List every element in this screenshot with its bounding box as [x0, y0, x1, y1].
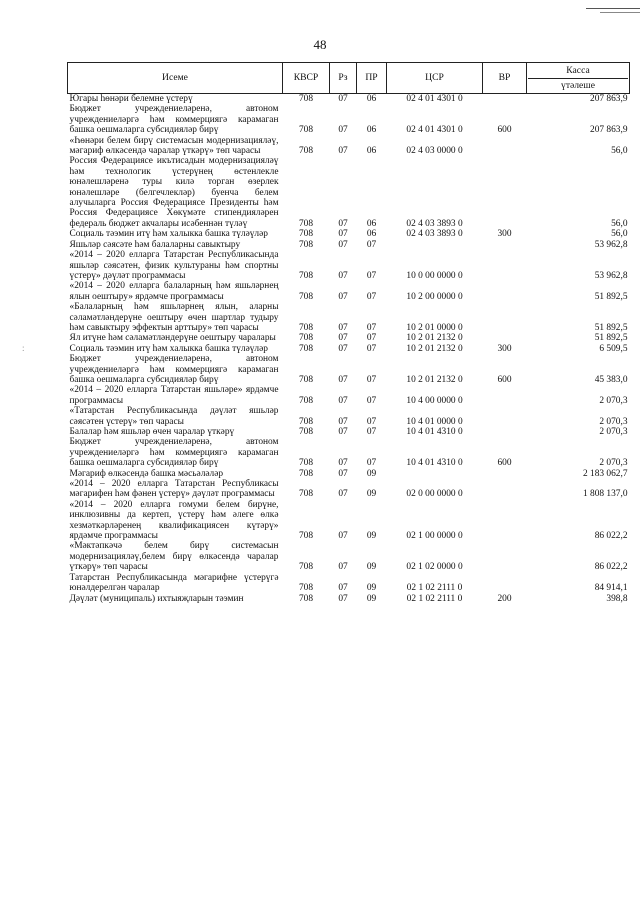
cell-amount: 56,0 — [611, 229, 628, 240]
cell-kvsr: 708 — [298, 583, 314, 594]
cell-csr: 02 4 03 3893 0 — [406, 218, 463, 229]
cell-kvsr: 708 — [298, 270, 314, 281]
cell-name: Социаль тәэмин итү һәм халыкка башка түләүләр — [69, 343, 268, 354]
cell-rz: 07 — [338, 427, 348, 437]
cell-name: Балалар һәм яшьләр өчен чаралар үткәрү — [69, 427, 235, 437]
cell-pr: 07 — [366, 416, 377, 427]
cell-name: «Балаларның һәм яшьләрнең ялын, аларны сәламәтләндерүне оештыру өчен шартлар тудыру һәм савыктыру эффектын арттыру» төп чарасы — [69, 302, 279, 333]
cell-rz: 07 — [338, 562, 348, 573]
cell-name: «Татарстан Республикасында дәүләт яшьләр сәясәтен үстерү» төп чарасы — [69, 406, 279, 427]
header-kassa-line2: үтәлеше — [528, 78, 628, 91]
cell-csr: 02 0 00 0000 0 — [406, 489, 463, 500]
cell-amount: 56,0 — [611, 146, 628, 157]
cell-csr: 10 2 01 2132 0 — [406, 333, 463, 344]
cell-name: Дәүләт (муниципаль) ихтыяҗларын тәэмин — [69, 593, 244, 604]
cell-rz: 07 — [338, 593, 348, 604]
cell-csr: 02 4 03 3893 0 — [406, 229, 463, 240]
cell-pr: 06 — [366, 229, 377, 240]
table-row — [68, 406, 630, 427]
cell-amount: 53 962,8 — [594, 239, 628, 250]
cell-vr: 200 — [497, 593, 512, 604]
cell-kvsr: 708 — [298, 562, 314, 573]
cell-name: Бюджет учреждениеләренә, автоном учреждениеләргә һәм коммерциягә карамаган башка оешмаларга субсидияләр бирү — [69, 437, 279, 469]
cell-rz: 07 — [338, 322, 348, 333]
cell-rz: 07 — [338, 416, 348, 427]
cell-name: Социаль тәэмин итү һәм халыкка башка түләүләр — [69, 229, 268, 240]
cell-csr: 02 4 01 4301 0 — [406, 94, 463, 104]
table-row — [68, 229, 630, 239]
cell-pr: 06 — [366, 218, 377, 229]
cell-csr: 10 4 01 4310 0 — [406, 458, 463, 469]
cell-rz: 07 — [338, 218, 348, 229]
cell-kvsr: 708 — [298, 333, 314, 344]
cell-vr — [483, 302, 527, 333]
table-row — [68, 385, 630, 406]
cell-kvsr: 708 — [298, 468, 314, 479]
cell-kvsr: 708 — [298, 374, 314, 385]
cell-pr: 07 — [366, 291, 377, 302]
cell-kvsr: 708 — [298, 94, 314, 104]
cell-csr: 10 4 00 0000 0 — [406, 395, 463, 406]
cell-pr: 07 — [366, 343, 377, 354]
cell-name: «2014 – 2020 елларга Татарстан Республикасында яшьләр сәясәтен, физик культураны һәм спортны үстерү» дәүләт программасы — [69, 250, 279, 281]
cell-vr: 600 — [497, 374, 512, 385]
cell-vr: 600 — [497, 458, 512, 469]
cell-csr: 02 1 00 0000 0 — [406, 531, 463, 542]
cell-csr: 02 1 02 2111 0 — [406, 593, 463, 604]
cell-rz: 07 — [338, 489, 348, 500]
cell-pr: 09 — [366, 468, 377, 479]
cell-kvsr: 708 — [298, 395, 314, 406]
table-row — [68, 136, 630, 157]
table-row — [68, 240, 630, 250]
cell-pr: 06 — [366, 146, 377, 157]
cell-pr: 07 — [366, 427, 377, 437]
cell-csr: 02 1 02 0000 0 — [406, 562, 463, 573]
table-row — [68, 354, 630, 385]
table-row — [68, 250, 630, 281]
cell-kvsr: 708 — [298, 458, 314, 469]
cell-kvsr: 708 — [298, 416, 314, 427]
cell-name: Мәгариф өлкәсендә башка мәсьәләләр — [69, 468, 224, 479]
cell-amount: 398,8 — [606, 593, 628, 604]
cell-kvsr: 708 — [298, 125, 314, 136]
table-row — [68, 437, 630, 468]
cell-vr: 300 — [497, 343, 512, 354]
table-row — [68, 469, 630, 479]
cell-rz: 07 — [338, 94, 348, 104]
header-kassa — [527, 63, 630, 94]
table-row — [68, 500, 630, 542]
cell-pr: 07 — [366, 374, 377, 385]
cell-csr: 10 4 01 4310 0 — [406, 427, 463, 437]
cell-vr — [483, 385, 527, 406]
cell-vr — [483, 469, 527, 479]
cell-name: Яшьләр сәясәте һәм балаларны савыктыру — [69, 239, 241, 250]
table-row — [68, 104, 630, 135]
cell-vr — [483, 541, 527, 572]
cell-pr: 07 — [366, 322, 377, 333]
cell-vr — [483, 500, 527, 542]
cell-amount: 86 022,2 — [594, 531, 628, 542]
header-name: Исеме — [68, 63, 283, 94]
cell-rz: 07 — [338, 343, 348, 354]
cell-amount: 2 070,3 — [599, 427, 628, 437]
cell-csr: 02 4 03 0000 0 — [406, 146, 463, 157]
cell-rz: 07 — [338, 374, 348, 385]
cell-pr: 09 — [366, 531, 377, 542]
table-row — [68, 156, 630, 229]
cell-amount: 207 863,9 — [590, 94, 628, 104]
cell-vr: 300 — [497, 229, 512, 240]
cell-csr: 10 2 00 0000 0 — [406, 291, 463, 302]
cell-name: Югары һөнәри белемне үстерү — [69, 94, 193, 104]
cell-amount: 51 892,5 — [594, 333, 628, 344]
cell-amount: 2 070,3 — [599, 416, 628, 427]
cell-vr — [483, 136, 527, 157]
cell-rz: 07 — [338, 146, 348, 157]
cell-rz: 07 — [338, 125, 348, 136]
cell-csr: 02 1 02 2111 0 — [406, 583, 463, 594]
cell-amount: 2 070,3 — [599, 458, 628, 469]
cell-name: «Һөнәри белем бирү системасын модернизацияләү, мәгариф өлкәсендә чаралар үткәрү» төп чарасы — [69, 135, 279, 157]
cell-kvsr: 708 — [298, 427, 314, 437]
cell-vr — [483, 333, 527, 343]
cell-rz: 07 — [338, 395, 348, 406]
margin-mark: : — [22, 343, 25, 353]
cell-amount: 1 808 137,0 — [582, 489, 628, 500]
cell-vr — [483, 250, 527, 281]
table-header — [68, 63, 630, 94]
table-row — [68, 281, 630, 302]
cell-amount: 86 022,2 — [594, 562, 628, 573]
cell-kvsr: 708 — [298, 291, 314, 302]
cell-amount: 207 863,9 — [590, 125, 628, 136]
cell-csr: 10 2 01 2132 0 — [406, 343, 463, 354]
cell-amount: 2 070,3 — [599, 395, 628, 406]
cell-vr — [483, 479, 527, 500]
cell-name: Татарстан Республикасында мәгарифне үстерүгә юнәлдерелгән чаралар — [69, 572, 279, 594]
budget-table — [67, 62, 630, 604]
corner-rule — [586, 8, 640, 9]
cell-csr — [387, 240, 483, 250]
cell-pr: 07 — [366, 270, 377, 281]
header-vr: ВР — [483, 63, 527, 94]
cell-kvsr: 708 — [298, 218, 314, 229]
cell-vr — [483, 573, 527, 594]
cell-kvsr: 708 — [298, 531, 314, 542]
table-row — [68, 573, 630, 594]
cell-kvsr: 708 — [298, 146, 314, 157]
cell-pr: 09 — [366, 489, 377, 500]
cell-csr: 10 2 01 0000 0 — [406, 322, 463, 333]
cell-vr — [483, 406, 527, 427]
cell-rz: 07 — [338, 458, 348, 469]
cell-pr: 07 — [366, 333, 377, 344]
table-row — [68, 541, 630, 572]
cell-amount: 84 914,1 — [594, 583, 628, 594]
header-kassa-line1: Касса — [566, 65, 590, 76]
table-row — [68, 479, 630, 500]
header-rz: Рз — [330, 63, 357, 94]
cell-rz: 07 — [338, 583, 348, 594]
cell-name: «2014 – 2020 елларга Татарстан Республикасы мәгарифен һәм фәнен үстерү» дәүләт программасы — [69, 479, 279, 500]
cell-vr — [483, 427, 527, 437]
cell-amount: 56,0 — [611, 218, 628, 229]
cell-pr: 09 — [366, 583, 377, 594]
cell-name: «2014 – 2020 елларга гомуми белем бирүне, инклюзивны да кертеп, үстерү һәм әлеге өлкә хезмәткәрләренең квалификациясен күтәрү» ярдәмче программасы — [69, 499, 279, 542]
cell-csr: 02 4 01 4301 0 — [406, 125, 463, 136]
cell-pr: 06 — [366, 125, 377, 136]
cell-pr: 09 — [366, 593, 377, 604]
header-csr: ЦСР — [387, 63, 483, 94]
cell-csr: 10 4 01 0000 0 — [406, 416, 463, 427]
cell-name: «2014 – 2020 елларга Татарстан яшьләре» ярдәмче программасы — [69, 385, 279, 406]
cell-rz: 07 — [338, 531, 348, 542]
cell-vr — [483, 281, 527, 302]
header-pr: ПР — [357, 63, 387, 94]
cell-kvsr: 708 — [298, 229, 314, 240]
cell-name: «Мәктәпкәчә белем бирү системасын модернизацияләү,белем бирү өлкәсендә чаралар үткәрү» төп чарасы — [69, 541, 279, 573]
cell-amount: 6 509,5 — [599, 343, 628, 354]
cell-name: Россия Федерациясе икътисадын модернизацияләү һәм технологик үстерүнең өстенлекле юнәлешләренә туры килә торган өзерлек юнәлешләре (белгечлекләр) буенча белем алучыларга Россия Федерациясе Президенты һәм Россия Федерациясе Хөкүмәте стипендияләрен федераль бюджет акчалары исәбеннән түләү — [69, 156, 279, 229]
cell-name: Ял итүне һәм сәламәтләндерүне оештыру чаралары — [69, 333, 276, 344]
cell-rz: 07 — [338, 468, 348, 479]
cell-rz: 07 — [338, 270, 348, 281]
table-row — [68, 94, 630, 105]
table-body — [68, 94, 630, 604]
cell-amount: 45 383,0 — [594, 374, 628, 385]
cell-vr — [483, 240, 527, 250]
cell-kvsr: 708 — [298, 322, 314, 333]
cell-kvsr: 708 — [298, 593, 314, 604]
table-row — [68, 344, 630, 354]
table-row — [68, 333, 630, 343]
header-kvsr: КВСР — [283, 63, 330, 94]
cell-amount: 51 892,5 — [594, 291, 628, 302]
cell-name: Бюджет учреждениеләренә, автоном учреждениеләргә һәм коммерциягә карамаган башка оешмаларга субсидияләр бирү — [69, 104, 279, 136]
cell-kvsr: 708 — [298, 239, 314, 250]
table-row — [68, 302, 630, 333]
cell-pr: 09 — [366, 562, 377, 573]
cell-pr: 07 — [366, 239, 377, 250]
cell-csr: 10 2 01 2132 0 — [406, 374, 463, 385]
cell-rz: 07 — [338, 229, 348, 240]
cell-kvsr: 708 — [298, 489, 314, 500]
cell-csr: 10 0 00 0000 0 — [406, 270, 463, 281]
cell-vr — [483, 156, 527, 229]
cell-vr — [483, 94, 527, 105]
table-row — [68, 427, 630, 437]
page-number: 48 — [313, 37, 327, 52]
corner-rule-secondary — [600, 12, 640, 13]
cell-pr: 06 — [366, 94, 377, 104]
cell-amount: 2 183 062,7 — [582, 468, 628, 479]
cell-name: Бюджет учреждениеләренә, автоном учреждениеләргә һәм коммерциягә карамаган башка оешмаларга субсидияләр бирү — [69, 354, 279, 385]
cell-pr: 07 — [366, 395, 377, 406]
cell-amount: 53 962,8 — [594, 270, 628, 281]
table-row — [68, 594, 630, 604]
cell-name: «2014 – 2020 елларга балаларның һәм яшьләрнең ялын оештыру» ярдәмче программасы — [69, 281, 279, 302]
cell-pr: 07 — [366, 458, 377, 469]
cell-rz: 07 — [338, 239, 348, 250]
cell-vr: 600 — [497, 125, 512, 136]
cell-csr — [387, 469, 483, 479]
cell-amount: 51 892,5 — [594, 322, 628, 333]
cell-rz: 07 — [338, 333, 348, 344]
cell-kvsr: 708 — [298, 343, 314, 354]
cell-rz: 07 — [338, 291, 348, 302]
